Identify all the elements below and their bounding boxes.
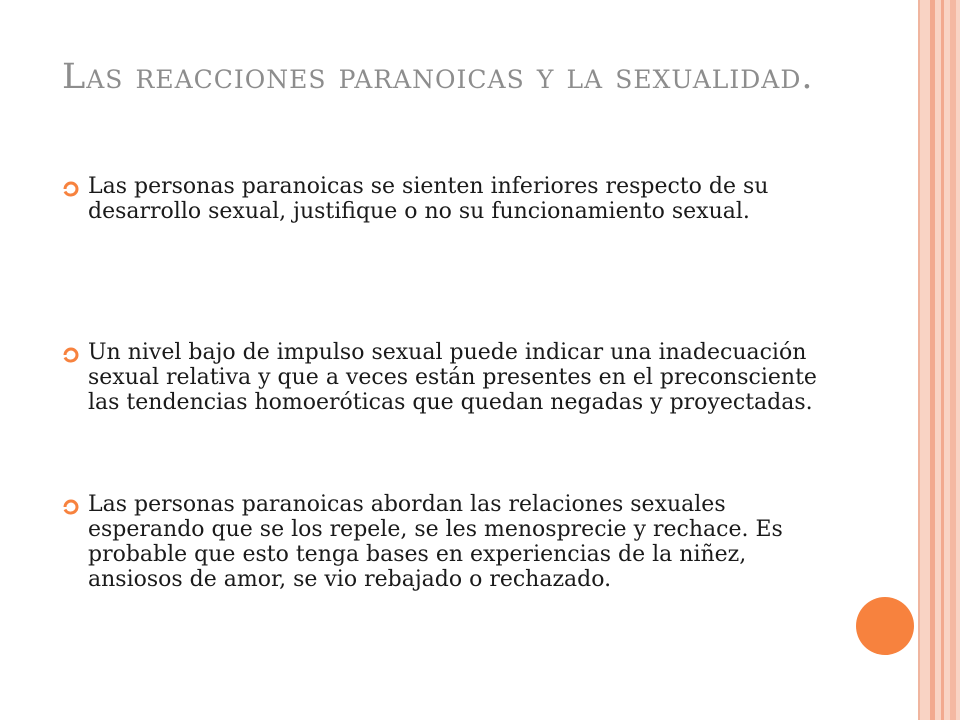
decorative-stripe	[950, 0, 956, 720]
orange-circle-icon	[856, 597, 914, 655]
orange-ring-bullet-icon	[62, 346, 80, 364]
orange-ring-bullet-icon	[62, 498, 80, 516]
bullet-item	[62, 492, 832, 592]
bullet-item	[62, 174, 832, 224]
decorative-stripe	[941, 0, 944, 720]
bullet-text: Un nivel bajo de impulso sexual puede indicar una inadecuación sexual relativa y que a veces están presentes en el preconsciente las tendencias homoeróticas que quedan negadas y proyectadas.	[88, 340, 817, 415]
slide-title: Las reacciones paranoicas y la sexualidad.	[62, 57, 814, 97]
bullet-text: Las personas paranoicas abordan las relaciones sexuales esperando que se los repele, se les menosprecie y rechace. Es probable que esto tenga bases en experiencias de la niñez, ansiosos de amor, se vio rebajado o rechazado.	[88, 492, 783, 592]
decorative-stripe	[930, 0, 935, 720]
bullet-text: Las personas paranoicas se sienten inferiores respecto de su desarrollo sexual, justifique o no su funcionamiento sexual.	[88, 174, 769, 224]
orange-ring-bullet-icon	[62, 180, 80, 198]
bullet-item	[62, 340, 832, 415]
decorative-stripe	[918, 0, 920, 720]
